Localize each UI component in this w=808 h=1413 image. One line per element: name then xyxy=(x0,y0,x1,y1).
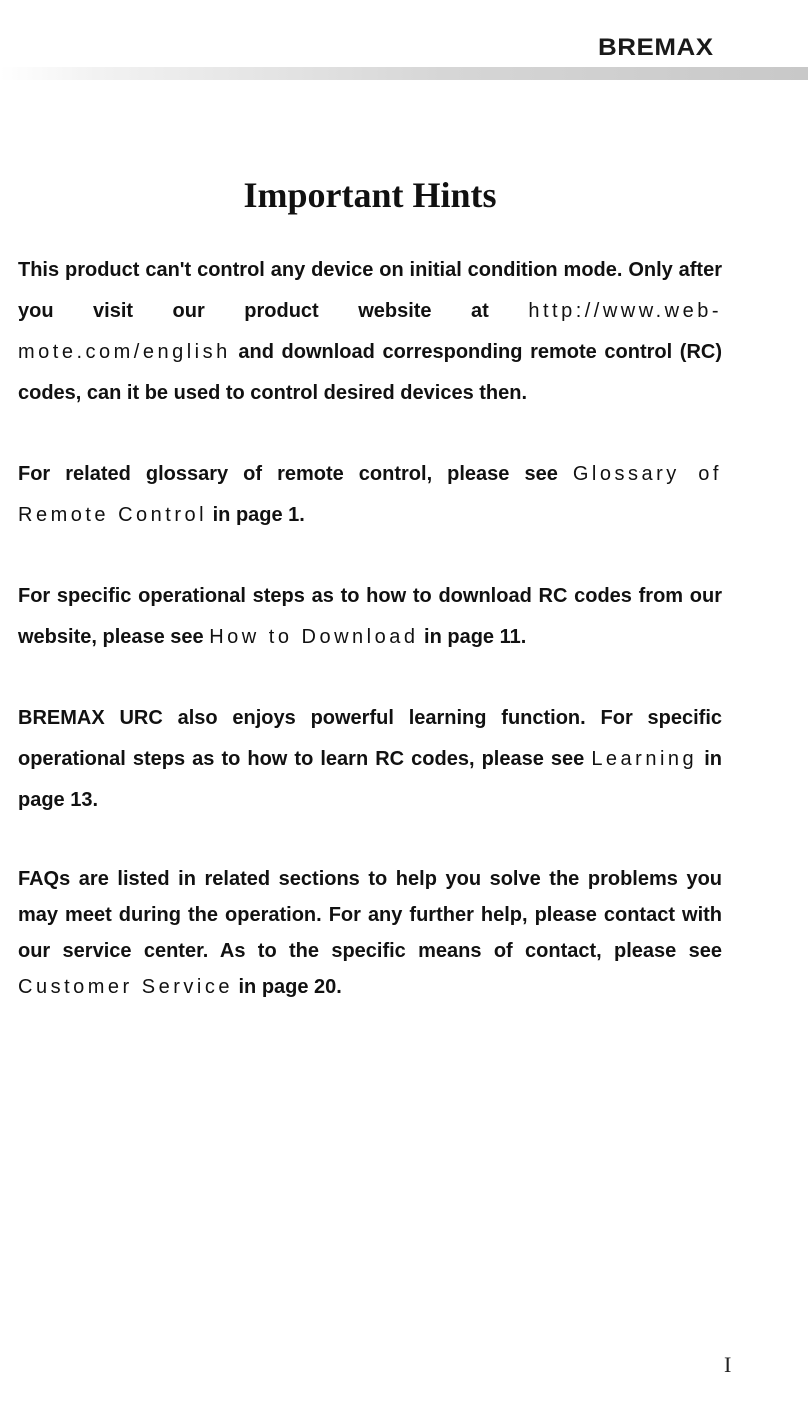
paragraph-text: in page 20. xyxy=(232,976,342,998)
brand-logo: BREMAX xyxy=(598,34,714,61)
paragraph-text: This product can't control any device on initial condition mode. Only after you visit our product website at xyxy=(18,259,722,322)
learning-reference: Learning xyxy=(591,748,698,770)
paragraph-text: and download corresponding remote control (RC) codes, can it be used to control desired devices then. xyxy=(18,341,722,404)
customer-service-reference: Customer Service xyxy=(18,976,233,998)
paragraph-text: in page 13. xyxy=(18,748,722,811)
website-link[interactable]: http://www.web-mote.com/english xyxy=(18,300,722,363)
paragraph-text: FAQs are listed in related sections to help you solve the problems you may meet during the operation. For any further help, please contact with our service center. As to the specific means of contact, please see xyxy=(18,868,722,962)
paragraph-text: in page 11. xyxy=(418,626,527,648)
download-reference: How to Download xyxy=(209,626,419,648)
hint-paragraph-faqs xyxy=(18,861,722,1005)
paragraph-text: in page 1. xyxy=(207,504,305,526)
hint-paragraph-learning xyxy=(18,698,722,821)
hint-paragraph-website xyxy=(18,250,722,414)
paragraph-text: BREMAX URC also enjoys powerful learning function. For specific operational steps as to how to learn RC codes, please see xyxy=(18,707,722,770)
header-gradient-bar xyxy=(0,67,808,80)
hint-paragraph-glossary xyxy=(18,454,722,536)
hints-content xyxy=(18,250,722,1045)
hint-paragraph-download xyxy=(18,576,722,658)
paragraph-text: For specific operational steps as to how to download RC codes from our website, please see xyxy=(18,585,722,648)
page-number: I xyxy=(724,1352,732,1377)
glossary-reference: Glossary of Remote Control xyxy=(18,463,722,526)
page-title: Important Hints xyxy=(243,175,497,216)
paragraph-text: For related glossary of remote control, please see xyxy=(18,463,573,485)
